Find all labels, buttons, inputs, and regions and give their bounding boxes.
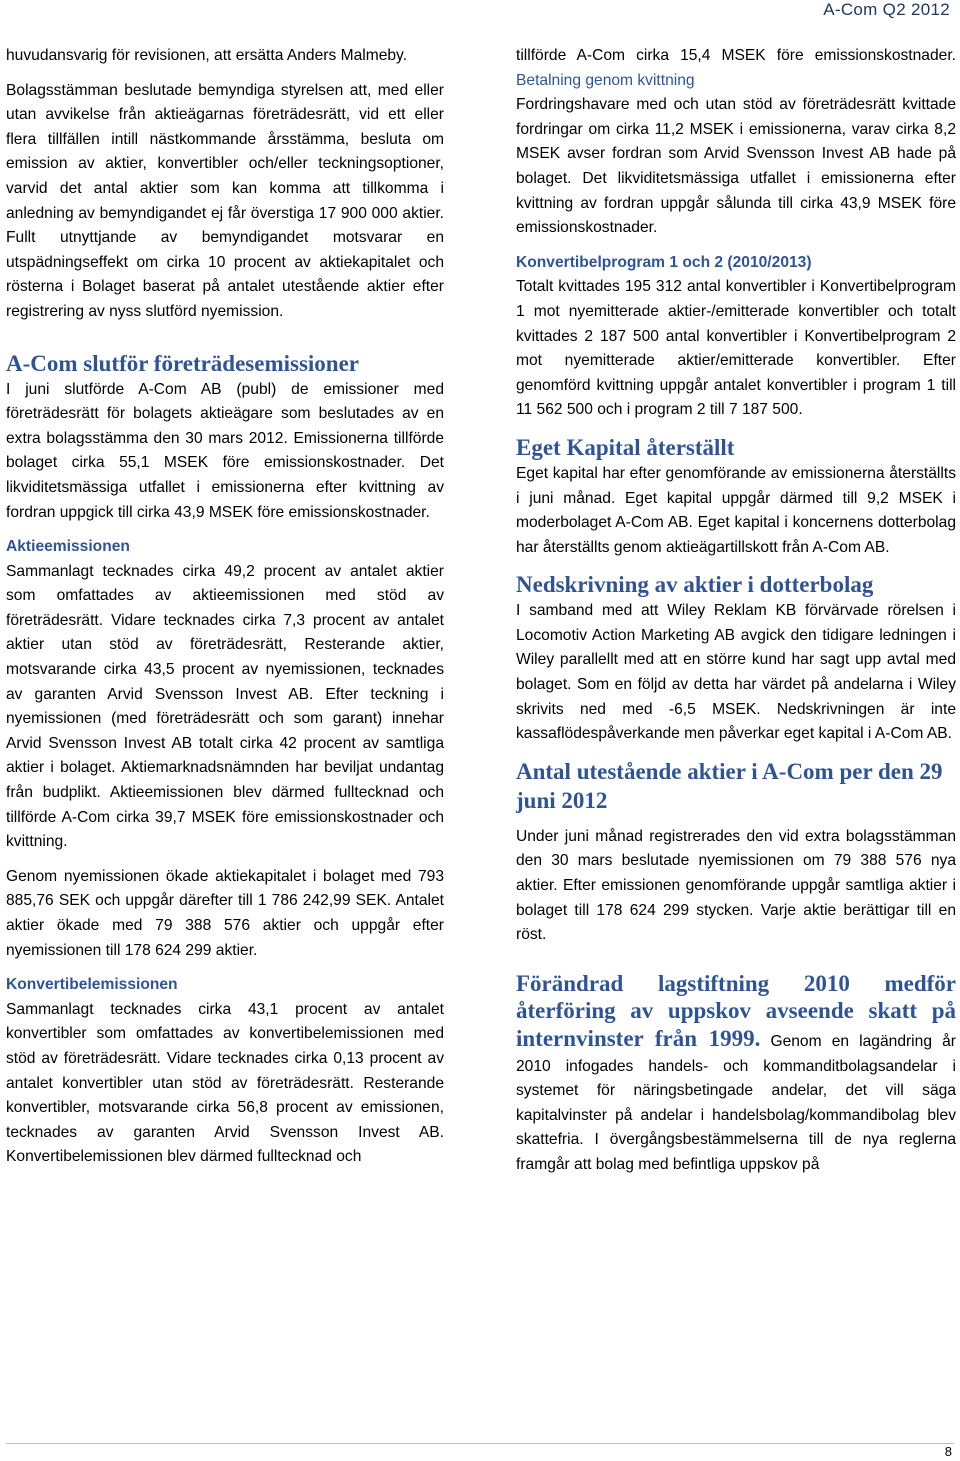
subsection-heading: Konvertibelemissionen	[6, 976, 178, 994]
paragraph-text: tillförde A-Com cirka 15,4 MSEK före emissionskostnader.	[516, 47, 956, 64]
section-heading: Nedskrivning av aktier i dotterbolag	[516, 572, 874, 598]
paragraph: Bolagsstämman beslutade bemyndiga styrelsen att, med eller utan avvikelse från aktieägarnas företrädesrätt, vid ett eller flera tillfällen intill nästkommande årsstämma, besluta om emission av aktier, konvertibler och/eller teckningsoptioner, varvid det antal aktier som kan komma att tillkomma i anledning av bemyndigandet ej får överstiga 17 900 000 aktier. Fullt utnyttjande av bemyndigandet motsvarar en utspädningseffekt om cirka 10 procent av aktiekapitalet och rösterna i Bolaget baserat på antalet utestående aktier efter registrering av nyss slutförd nyemission.	[6, 81, 444, 320]
page-number: 8	[944, 1444, 952, 1459]
inline-section-heading: Förändrad lagstiftning 2010 medför återföring av uppskov avseende skatt på internvinster från 1999.	[516, 970, 956, 1051]
paragraph: huvudansvarig för revisionen, att ersätta Anders Malmeby.	[6, 47, 408, 64]
inline-heading: Betalning genom kvittning	[516, 71, 695, 89]
section-heading: Antal utestående aktier i A-Com per den 29 juni 2012	[516, 758, 943, 813]
paragraph: I samband med att Wiley Reklam KB förvärvade rörelsen i Locomotiv Action Marketing AB avgick den tidigare ledningen i Wiley parallellt med att en större kund har sagt upp avtal med bolaget. Som en följd av detta har värdet på andelarna i Wiley skrivits ned med -6,5 MSEK. Nedskrivningen är inte kassaflödespåverkande men påverkar eget kapital i A-Com AB.	[516, 602, 956, 743]
footer-divider	[6, 1443, 954, 1444]
subsection-heading: Konvertibelprogram 1 och 2 (2010/2013)	[516, 253, 812, 271]
paragraph: Fordringshavare med och utan stöd av företrädesrätt kvittade fordringar om cirka 11,2 MSEK i emissionerna, varav cirka 8,2 MSEK avser fordran som Arvid Svensson Invest AB hade på bolaget. Det likviditetsmässiga utfallet i emissionerna efter kvittning av fordran uppgår sålunda till cirka 43,9 MSEK före emissionskostnader.	[516, 96, 956, 237]
paragraph: Sammanlagt tecknades cirka 43,1 procent av antalet konvertibler som omfattades av konvertibelemissionen med stöd av företrädesrätt. Vidare tecknades cirka 0,13 procent av antalet konvertibler utan stöd av företrädesrätt. Resterande konvertibler, motsvarande cirka 56,8 procent av emissionen, tecknades av garanten Arvid Svensson Invest AB. Konvertibelemissionen blev därmed fulltecknad och	[6, 1000, 444, 1166]
section-heading: A-Com slutför företrädesemissioner	[6, 350, 360, 376]
right-column	[516, 44, 956, 1178]
paragraph: Sammanlagt tecknades cirka 49,2 procent av antalet aktier som omfattades av aktieemissionen med stöd av företrädesrätt. Vidare tecknades cirka 7,3 procent av antalet aktier utan stöd av företrädesrätt, Resterande aktier, motsvarande cirka 43,5 procent av nyemissionen, tecknades av garanten Arvid Svensson Invest AB. Efter teckning i nyemissionen (med företrädesrätt och som garant) innehar Arvid Svensson Invest AB totalt cirka 42 procent av samtliga aktier i bolaget. Aktiemarknadsnämnden har beviljat undantag från budplikt. Aktieemissionen blev därmed fulltecknad och tillförde A-Com cirka 39,7 MSEK före emissionskostnader och kvittning.	[6, 562, 444, 851]
paragraph: Genom nyemissionen ökade aktiekapitalet i bolaget med 793 885,76 SEK och uppgår därefter till 1 786 242,99 SEK. Antalet aktier ökade med 79 388 576 aktier och uppgår efter nyemissionen till 178 624 299 aktier.	[6, 867, 444, 959]
paragraph: Under juni månad registrerades den vid extra bolagsstämman den 30 mars beslutade nyemissionen om 79 388 576 nya aktier. Efter emissionen genomförande uppgår samtliga aktier i bolaget till 178 624 299 stycken. Varje aktie berättigar till en röst.	[516, 827, 956, 944]
paragraph	[516, 44, 956, 93]
paragraph: I juni slutförde A-Com AB (publ) de emissioner med företrädesrätt för bolagets aktieägare som beslutades av en extra bolagsstämma den 30 mars 2012. Emissionerna tillförde bolaget cirka 55,1 MSEK före emissionskostnader. Det likviditetsmässiga utfallet i emissionerna efter kvittning av fordran uppgick till cirka 43,9 MSEK före emissionskostnader.	[6, 380, 444, 521]
section-heading: Eget Kapital återställt	[516, 434, 735, 460]
subsection-heading: Aktieemissionen	[6, 538, 130, 556]
page-header-title: A-Com Q2 2012	[823, 0, 950, 19]
paragraph: Totalt kvittades 195 312 antal konvertibler i Konvertibelprogram 1 mot nyemitterade aktier-/emitterade konvertibler och totalt kvittades 2 187 500 antal konvertibler i Konvertibelprogram 2 mot nyemitterade aktier/emitterade konvertibler. Efter genomförd kvittning uppgår antalet konvertibler i program 1 till 11 562 500 och i program 2 till 7 187 500.	[516, 278, 956, 419]
paragraph	[516, 972, 956, 1178]
paragraph: Eget kapital har efter genomförande av emissionerna återställts i juni månad. Eget kapital uppgår därmed till 9,2 MSEK i moderbolaget A-Com AB. Eget kapital i koncernens dotterbolag har återställts genom aktieägartillskott från A-Com AB.	[516, 464, 956, 556]
left-column	[6, 44, 444, 1170]
paragraph-text: Genom en lagändring år 2010 infogades handels- och kommanditbolagsandelar i systemet för näringsbetingade andelar, det vill säga kapitalvinster på andelar i handelsbolag/kommandibolag blev skattefria. I övergångsbestämmelserna till de nya reglerna framgår att bolag med befintliga uppskov på	[516, 1033, 956, 1173]
